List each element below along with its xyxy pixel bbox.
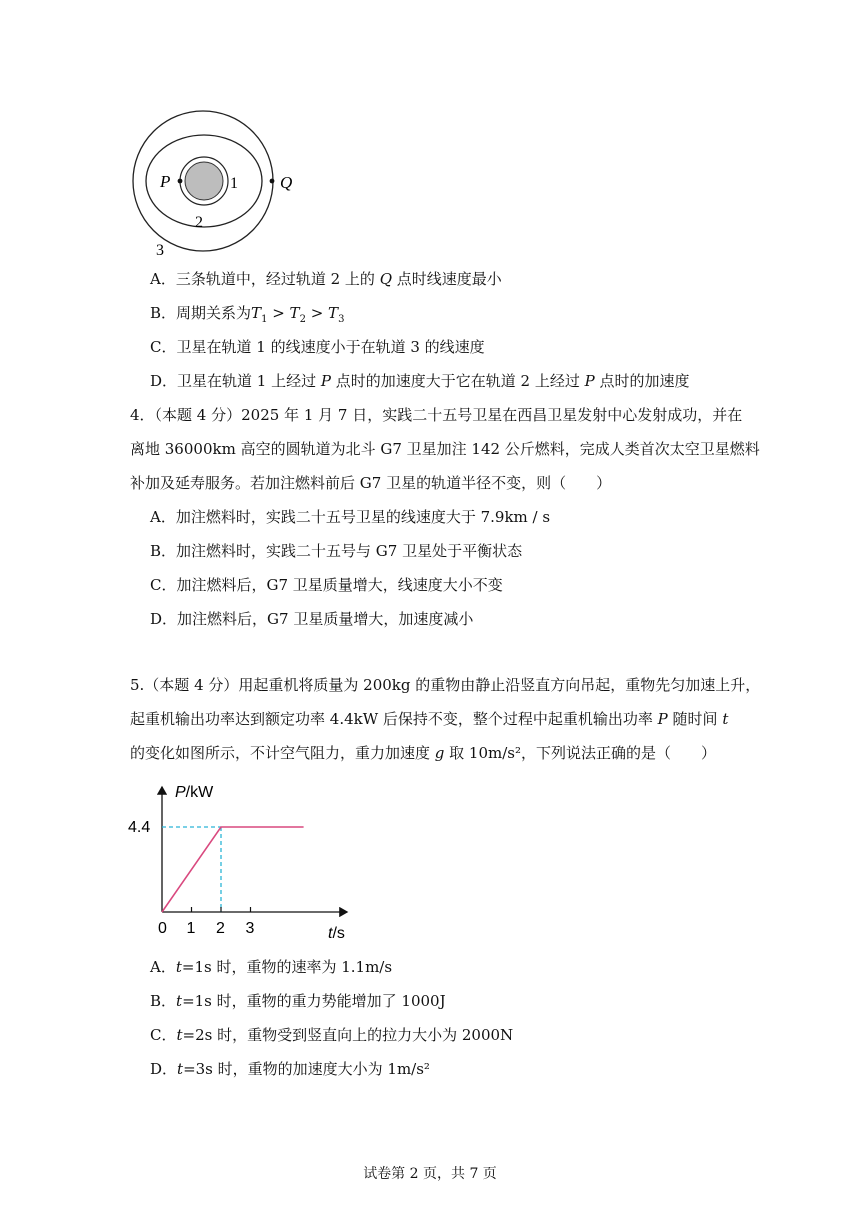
q4-option-d: D．加注燃料后，G7 卫星质量增大，加速度减小 — [150, 610, 474, 628]
label-3: 3 — [156, 242, 164, 258]
label-P: P — [160, 172, 171, 191]
q4-option-c: C．加注燃料后，G7 卫星质量增大，线速度大小不变 — [150, 576, 503, 594]
period-relation: $T_1 > T_2 > T_3$ — [251, 304, 345, 325]
q5-stem-line-3: 的变化如图所示，不计空气阻力，重力加速度 g 取 10m/s²，下列说法正确的是（ ） — [130, 744, 717, 762]
q4-option-a: A．加注燃料时，实践二十五号卫星的线速度大于 7.9km / s — [150, 508, 551, 526]
y-axis-label: P/kW — [175, 784, 214, 801]
q3-option-c: C．卫星在轨道 1 的线速度小于在轨道 3 的线速度 — [150, 338, 485, 356]
q5-stem-line-1: 5.（本题 4 分）用起重机将质量为 200kg 的重物由静止沿竖直方向吊起，重物先匀加速上升， — [130, 676, 761, 694]
origin-label: 0 — [158, 920, 167, 937]
q3-option-d: D．卫星在轨道 1 上经过 P 点时的加速度大于它在轨道 2 上经过 P 点时的加速度 — [150, 372, 690, 390]
series-line-0 — [162, 827, 304, 912]
y-tick-label: 4.4 — [128, 819, 151, 836]
point-Q-dot — [270, 179, 275, 184]
q5-stem-line-2: 起重机输出功率达到额定功率 4.4kW 后保持不变，整个过程中起重机输出功率 P 随时间 t — [130, 710, 729, 728]
label-1: 1 — [230, 175, 238, 192]
q5-option-d: D．t=3s 时，重物的加速度大小为 1m/s² — [150, 1060, 430, 1078]
q5-option-b: B．t=1s 时，重物的重力势能增加了 1000J — [150, 992, 446, 1010]
q3-option-b: B．周期关系为$T_1 > T_2 > T_3$ — [150, 304, 345, 325]
point-P-dot — [178, 179, 183, 184]
q4-option-b: B．加注燃料时，实践二十五号与 G7 卫星处于平衡状态 — [150, 542, 523, 560]
label-2: 2 — [195, 214, 203, 231]
power-time-chart — [125, 775, 365, 945]
q4-stem-line-1: 4．（本题 4 分）2025 年 1 月 7 日，实践二十五号卫星在西昌卫星发射中心发射成功，并在 — [130, 406, 743, 424]
page-footer: 试卷第 2 页，共 7 页 — [363, 1166, 497, 1182]
x-tick-label-2: 2 — [216, 920, 225, 937]
label-Q: Q — [280, 173, 293, 192]
x-tick-label-1: 1 — [186, 920, 196, 937]
q3-option-a: A．三条轨道中，经过轨道 2 上的 Q 点时线速度最小 — [150, 270, 502, 288]
q4-stem-line-2: 离地 36000km 高空的圆轨道为北斗 G7 卫星加注 142 公斤燃料，完成人类首次太空卫星燃料 — [130, 440, 760, 458]
planet — [185, 162, 223, 200]
orbit-diagram — [128, 108, 304, 258]
q4-stem-line-3: 补加及延寿服务。若加注燃料前后 G7 卫星的轨道半径不变，则（ ） — [130, 474, 612, 492]
x-axis-label: t/s — [328, 925, 345, 942]
q5-option-a: A．t=1s 时，重物的速率为 1.1m/s — [150, 958, 393, 976]
q5-option-c: C．t=2s 时，重物受到竖直向上的拉力大小为 2000N — [150, 1026, 514, 1044]
x-tick-label-3: 3 — [245, 920, 255, 937]
